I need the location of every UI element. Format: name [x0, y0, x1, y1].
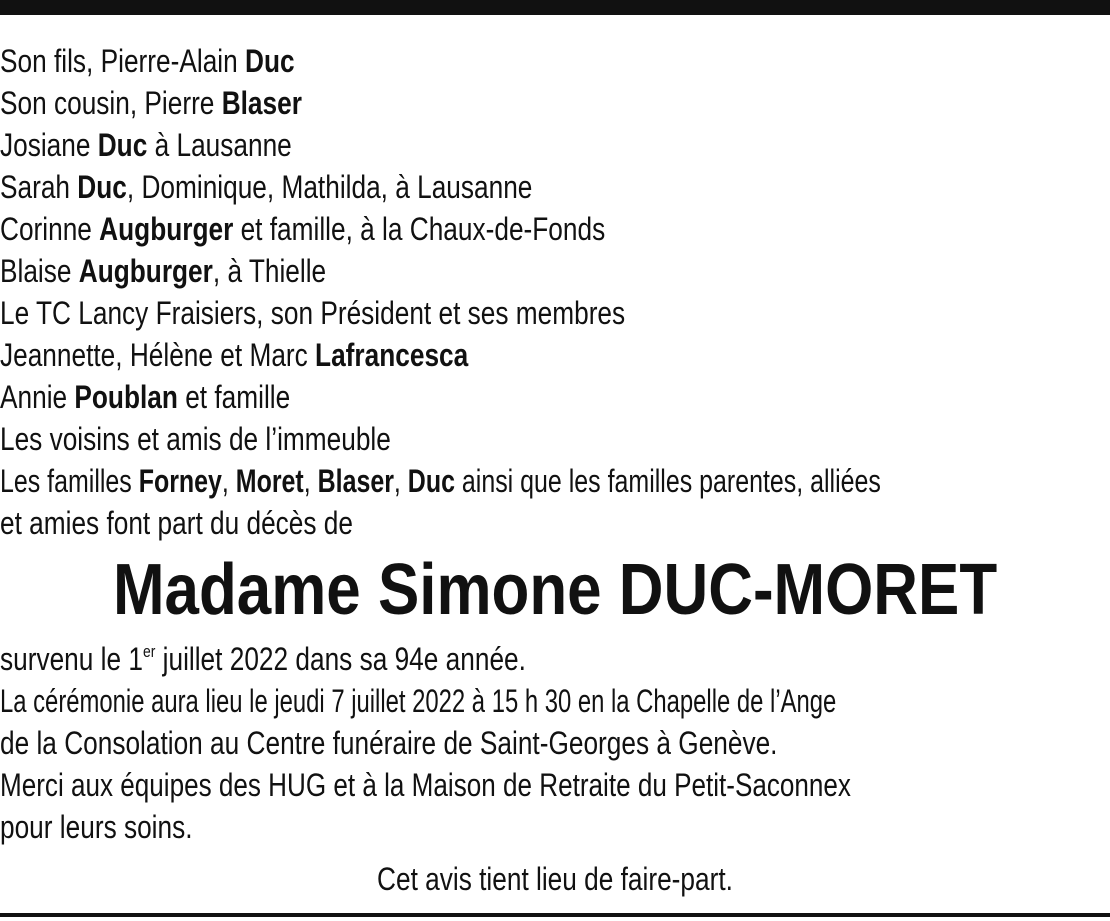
- mourner-line: Corinne Augburger et famille, à la Chaux-de-Fonds: [0, 211, 606, 247]
- thanks-line: Merci aux équipes des HUG et à la Maison de Retraite du Petit-Saconnex: [0, 767, 851, 803]
- mourners-list: [0, 40, 1110, 544]
- mourner-line: Les voisins et amis de l’immeuble: [0, 421, 391, 457]
- deceased-name: Madame Simone DUC-MORET: [112, 550, 998, 630]
- mourner-line: Jeannette, Hélène et Marc Lafrancesca: [0, 337, 469, 373]
- closing-note: Cet avis tient lieu de faire-part.: [377, 861, 733, 897]
- thanks-line: pour leurs soins.: [0, 809, 193, 845]
- mourner-line: Josiane Duc à Lausanne: [0, 127, 292, 163]
- mourner-line: Le TC Lancy Fraisiers, son Président et ses membres: [0, 295, 626, 331]
- top-rule: [0, 0, 1110, 15]
- ceremony-line: La cérémonie aura lieu le jeudi 7 juillet 2022 à 15 h 30 en la Chapelle de l’Ange: [0, 683, 837, 719]
- mourner-line: Annie Poublan et famille: [0, 379, 291, 415]
- announce-line: et amies font part du décès de: [0, 505, 353, 541]
- ceremony-line: de la Consolation au Centre funéraire de Saint-Georges à Genève.: [0, 725, 778, 761]
- mourner-line: Sarah Duc, Dominique, Mathilda, à Lausanne: [0, 169, 533, 205]
- mourner-line: Son fils, Pierre-Alain Duc: [0, 43, 295, 79]
- bottom-rule: [0, 913, 1110, 917]
- mourner-line: Blaise Augburger, à Thielle: [0, 253, 327, 289]
- mourner-line: Son cousin, Pierre Blaser: [0, 85, 302, 121]
- death-line: survenu le 1er juillet 2022 dans sa 94e année.: [0, 641, 526, 677]
- families-line: Les familles Forney, Moret, Blaser, Duc ainsi que les familles parentes, alliées: [0, 463, 881, 499]
- details-block: [0, 638, 1110, 848]
